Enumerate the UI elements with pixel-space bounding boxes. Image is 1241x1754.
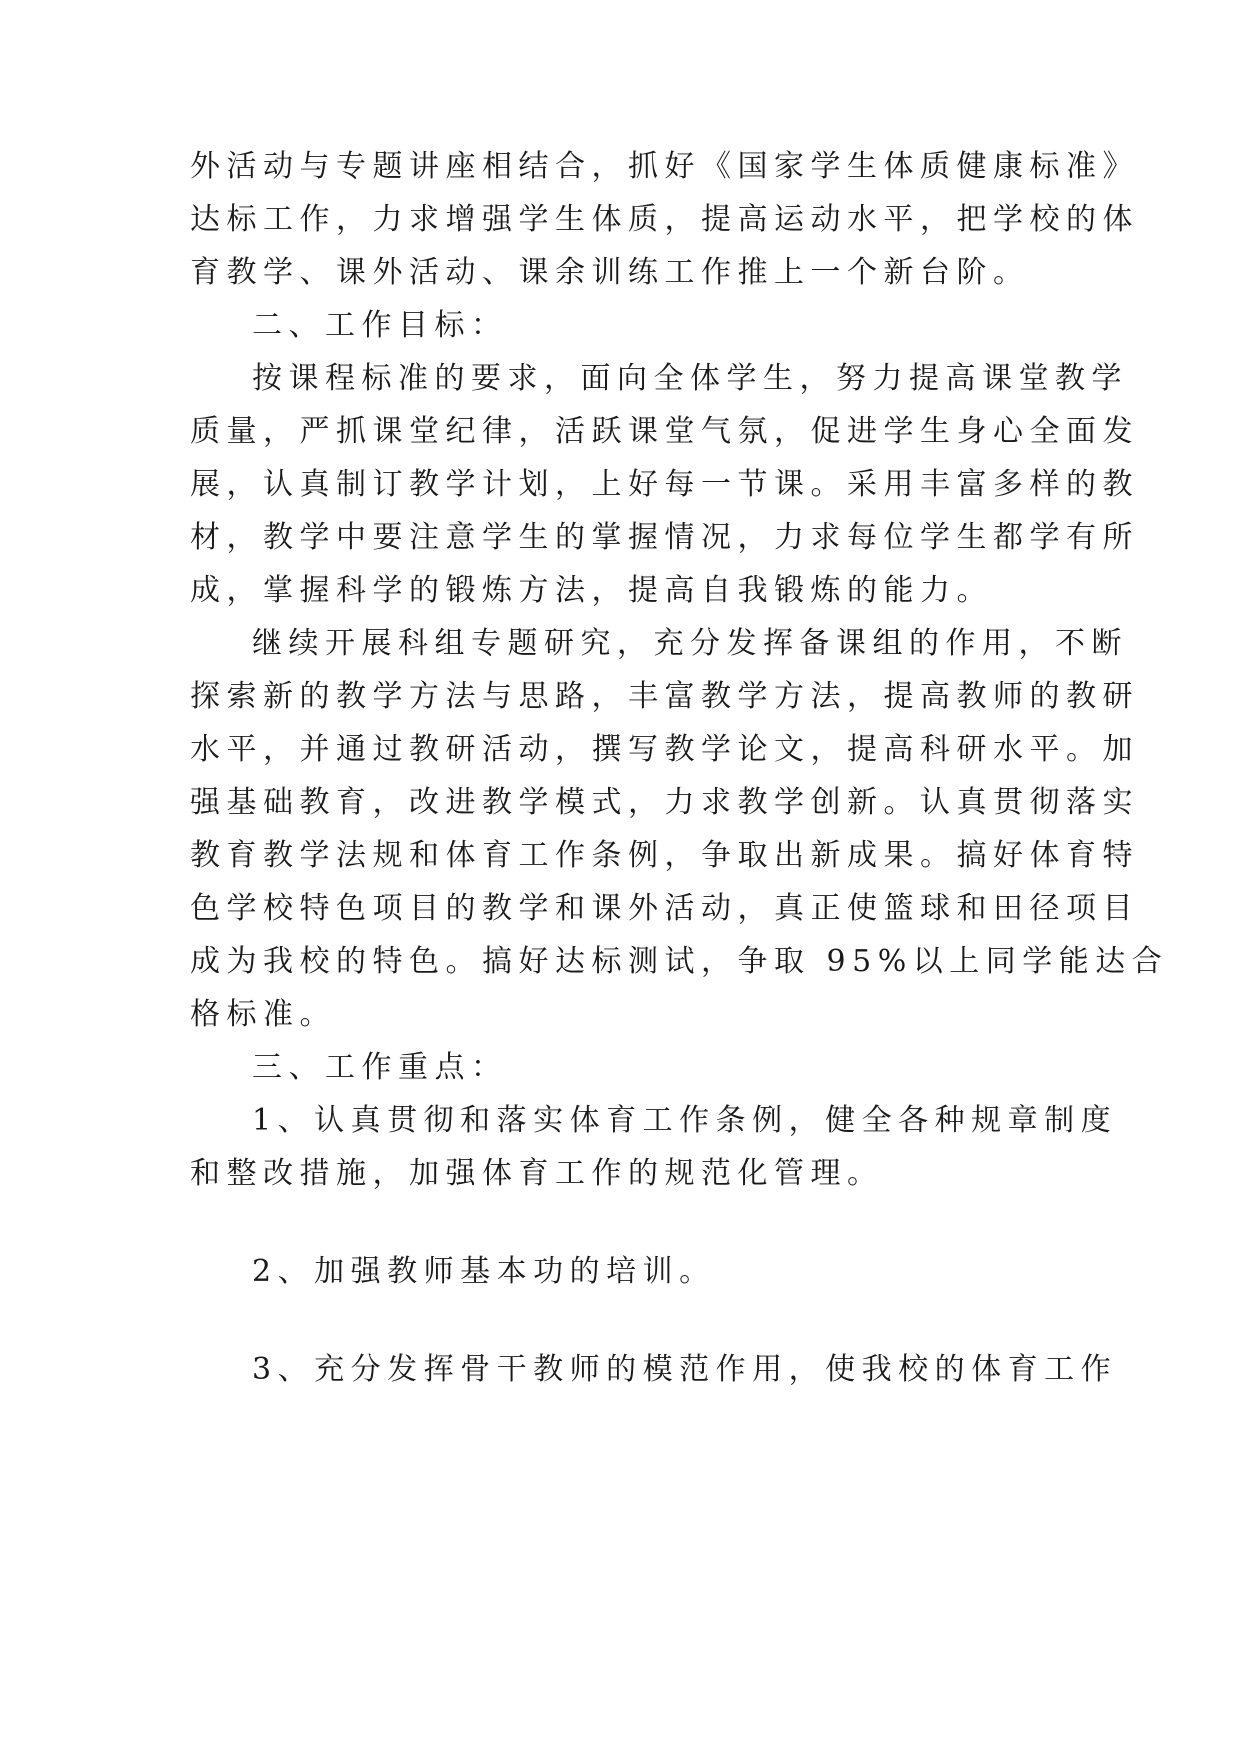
paragraph-line: 格标准。 (190, 997, 336, 1032)
paragraph-line: 成为我校的特色。搞好达标测试，争取 95%以上同学能达合 (190, 944, 1169, 979)
paragraph-line: 育教学、课外活动、课余训练工作推上一个新台阶。 (190, 255, 1030, 290)
paragraph-line: 材，教学中要注意学生的掌握情况，力求每位学生都学有所 (190, 520, 1139, 555)
list-item-continuation: 和整改措施，加强体育工作的规范化管理。 (190, 1156, 884, 1191)
paragraph-line: 强基础教育，改进教学模式，力求教学创新。认真贯彻落实 (190, 785, 1139, 820)
paragraph-line: 教育教学法规和体育工作条例，争取出新成果。搞好体育特 (190, 838, 1139, 873)
paragraph-line: 按课程标准的要求，面向全体学生，努力提高课堂教学 (252, 361, 1128, 396)
paragraph-line: 继续开展科组专题研究，充分发挥备课组的作用，不断 (252, 626, 1128, 661)
paragraph-line: 达标工作，力求增强学生体质，提高运动水平，把学校的体 (190, 202, 1139, 237)
paragraph-line: 外活动与专题讲座相结合，抓好《国家学生体质健康标准》 (190, 149, 1139, 184)
section-heading: 三、工作重点： (252, 1050, 508, 1085)
paragraph-line: 质量，严抓课堂纪律，活跃课堂气氛，促进学生身心全面发 (190, 414, 1139, 449)
section-heading: 二、工作目标： (252, 308, 508, 343)
paragraph-line: 水平，并通过教研活动，撰写教学论文，提高科研水平。加 (190, 732, 1139, 767)
list-item: 2、加强教师基本功的培训。 (252, 1254, 716, 1289)
paragraph-line: 展，认真制订教学计划，上好每一节课。采用丰富多样的教 (190, 467, 1139, 502)
list-item: 3、充分发挥骨干教师的模范作用，使我校的体育工作 (252, 1352, 1118, 1387)
paragraph-line: 色学校特色项目的教学和课外活动，真正使篮球和田径项目 (190, 891, 1139, 926)
paragraph-line: 探索新的教学方法与思路，丰富教学方法，提高教师的教研 (190, 679, 1139, 714)
paragraph-line: 成，掌握科学的锻炼方法，提高自我锻炼的能力。 (190, 573, 993, 608)
list-item: 1、认真贯彻和落实体育工作条例，健全各种规章制度 (252, 1103, 1118, 1138)
